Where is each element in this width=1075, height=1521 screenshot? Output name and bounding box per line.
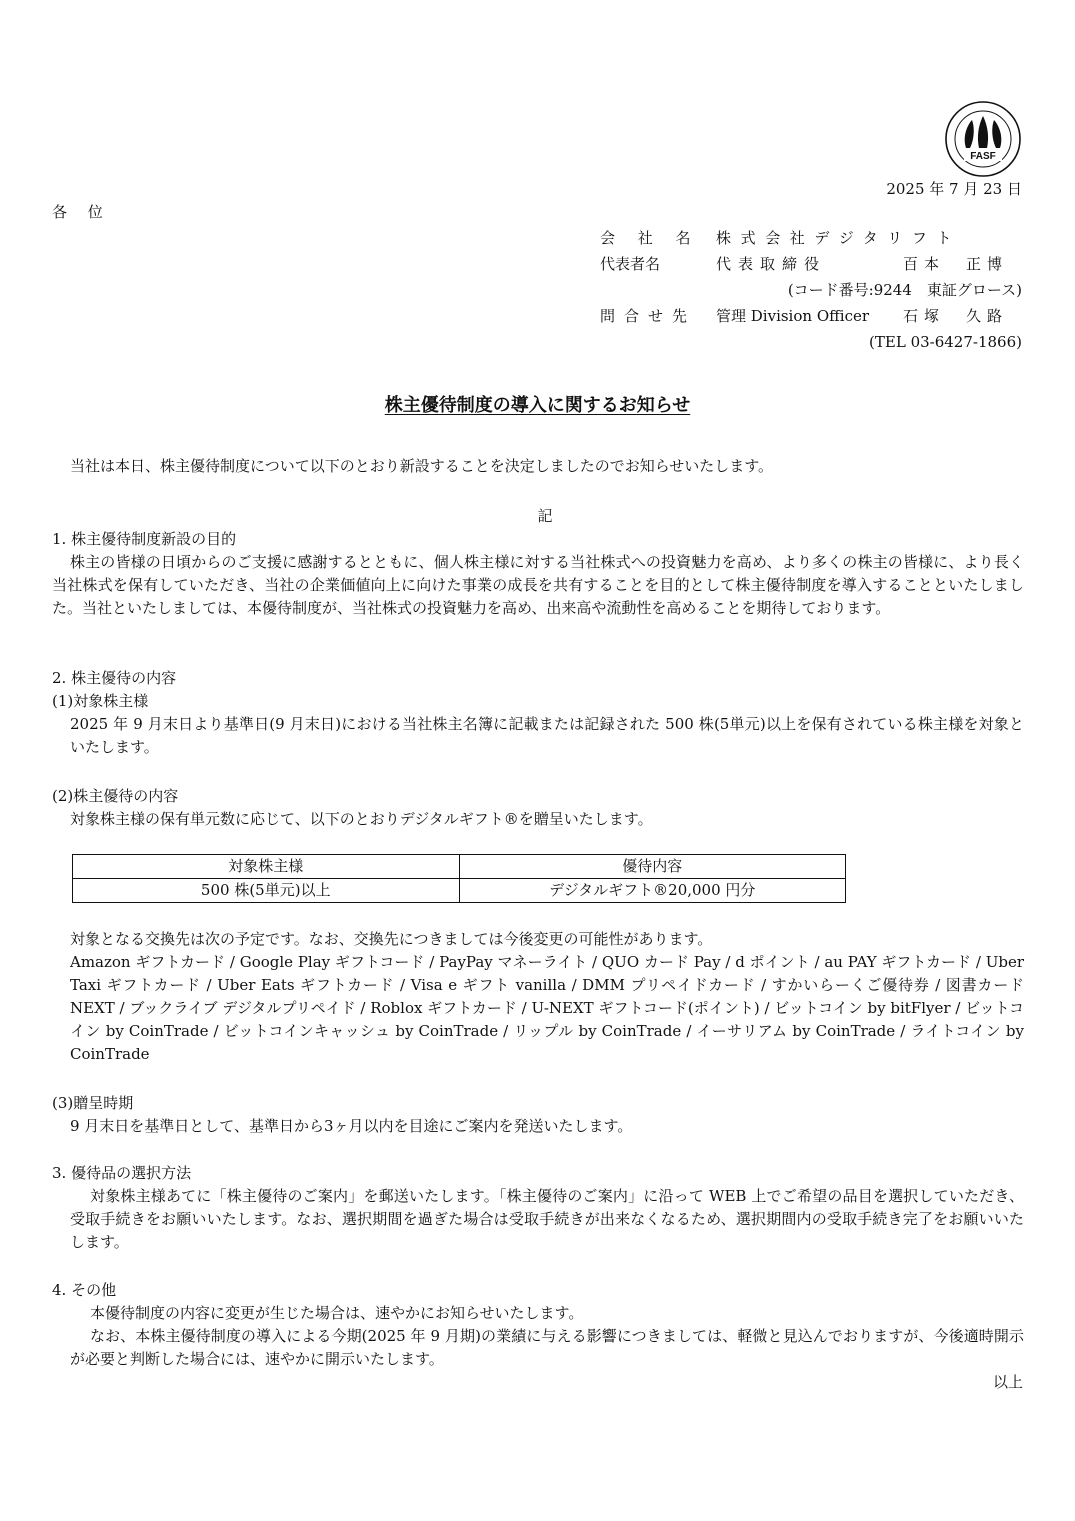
section-4-body-1: 本優待制度の内容に変更が生じた場合は、速やかにお知らせいたします。 — [90, 1304, 584, 1322]
company-name-label: 会 社 名 — [600, 228, 700, 247]
ki-marker: 記 — [537, 507, 553, 525]
inquiry-title: 管理 Division Officer — [716, 306, 870, 325]
section-2-sub2-body: 対象株主様の保有単元数に応じて、以下のとおりデジタルギフト®を贈呈いたします。 — [70, 810, 653, 828]
section-2-sub1-heading: (1)対象株主様 — [52, 692, 149, 710]
section-3-heading: 3. 優待品の選択方法 — [52, 1164, 192, 1182]
table-row — [73, 879, 846, 903]
table-header-row — [73, 855, 846, 879]
company-info-block — [600, 225, 1022, 355]
exchange-note: 対象となる交換先は次の予定です。なお、交換先につきましては今後変更の可能性があります。 — [70, 930, 713, 948]
section-4-heading: 4. その他 — [52, 1281, 117, 1299]
section-1-heading: 1. 株主優待制度新設の目的 — [52, 530, 237, 548]
svg-text:FASF: FASF — [970, 151, 996, 162]
section-1 — [52, 528, 1024, 620]
section-2-sub2 — [52, 785, 1024, 831]
intro-paragraph: 当社は本日、株主優待制度について以下のとおり新設することを決定しましたのでお知らせいたします。 — [70, 457, 774, 475]
section-3-body: 対象株主様あてに「株主優待のご案内」を郵送いたします。「株主優待のご案内」に沿って WEB 上でご希望の品目を選択していただき、受取手続きをお願いいたします。なお、選択期間を過ぎた場合は受取手続きが出来なくなるため、選択期間内の受取手続き完了をお願いいたします。 — [70, 1187, 1024, 1251]
section-2-sub3 — [52, 1092, 1024, 1138]
exchange-options — [52, 928, 1024, 1066]
addressee: 各 位 — [52, 203, 111, 221]
table-header-cell: 優待内容 — [459, 855, 846, 879]
company-name-value: 株式会社デジタリフト — [716, 228, 962, 247]
section-2-sub2-heading: (2)株主優待の内容 — [52, 787, 179, 805]
section-4-body-2: なお、本株主優待制度の導入による今期(2025 年 9 月期)の業績に与える影響につきましては、軽微と見込んでおりますが、今後適時開示が必要と判断した場合には、速やかに開示いたします。 — [70, 1327, 1024, 1368]
tel-number: (TEL 03-6427-1866) — [869, 332, 1022, 351]
section-1-body: 株主の皆様の日頃からのご支援に感謝するとともに、個人株主様に対する当社株式への投資魅力を高め、より多くの株主の皆様に、より長く当社株式を保有していただき、当社の企業価値向上に向けた事業の成長を共有することを目的として株主優待制度を導入することといたしました。当社といたしましては、本優待制度が、当社株式の投資魅力を高め、出来高や流動性を高めることを期待しております。 — [52, 553, 1024, 617]
inquiry-row — [600, 303, 1022, 329]
section-2-sub3-heading: (3)贈呈時期 — [52, 1094, 134, 1112]
table-header-cell: 対象株主様 — [73, 855, 460, 879]
company-name-row — [600, 225, 1022, 251]
table-cell: デジタルギフト®20,000 円分 — [459, 879, 846, 903]
tel-row — [600, 329, 1022, 355]
stock-code-row — [600, 277, 1022, 303]
inquiry-name: 石塚 久路 — [902, 306, 1008, 325]
benefit-table — [72, 854, 846, 903]
section-3 — [52, 1162, 1024, 1254]
representative-title: 代表取締役 — [716, 254, 827, 273]
stock-code: (コード番号:9244 東証グロース) — [787, 280, 1022, 299]
document-title: 株主優待制度の導入に関するお知らせ — [384, 395, 691, 416]
section-2-sub3-body: 9 月末日を基準日として、基準日から3ヶ月以内を目途にご案内を発送いたします。 — [70, 1117, 633, 1135]
inquiry-label: 問合せ先 — [600, 306, 697, 325]
closing-mark: 以上 — [992, 1373, 1023, 1391]
representative-row — [600, 251, 1022, 277]
exchange-list: Amazon ギフトカード / Google Play ギフトコード / PayPay マネーライト / QUO カード Pay / d ポイント / au PAY ギフトカード / Uber Taxi ギフトカード / Uber Eats ギフトカード / Visa e ギフト vanilla / DMM プリペイドカード / すかいらーくご優待券 / 図書カード NEXT / ブックライブ デジタルプリペイド / Roblox ギフトカード / U-NEXT ギフトコード(ポイント) / ビットコイン by bitFlyer / ビットコイン by CoinTrade / ビットコインキャッシュ by CoinTrade / リップル by CoinTrade / イーサリアム by CoinTrade / ライトコイン by CoinTrade — [70, 953, 1024, 1063]
section-2-sub1-body: 2025 年 9 月末日より基準日(9 月末日)における当社株主名簿に記載または記録された 500 株(5単元)以上を保有されている株主様を対象といたします。 — [70, 715, 1024, 756]
representative-name: 百本 正博 — [902, 254, 1008, 273]
section-2-heading: 2. 株主優待の内容 — [52, 669, 177, 687]
fasf-seal-logo — [944, 100, 1022, 178]
issue-date: 2025 年 7 月 23 日 — [886, 180, 1022, 198]
section-2 — [52, 667, 1024, 759]
section-4 — [52, 1279, 1024, 1371]
representative-label: 代表者名 — [600, 254, 661, 273]
table-cell: 500 株(5単元)以上 — [73, 879, 460, 903]
